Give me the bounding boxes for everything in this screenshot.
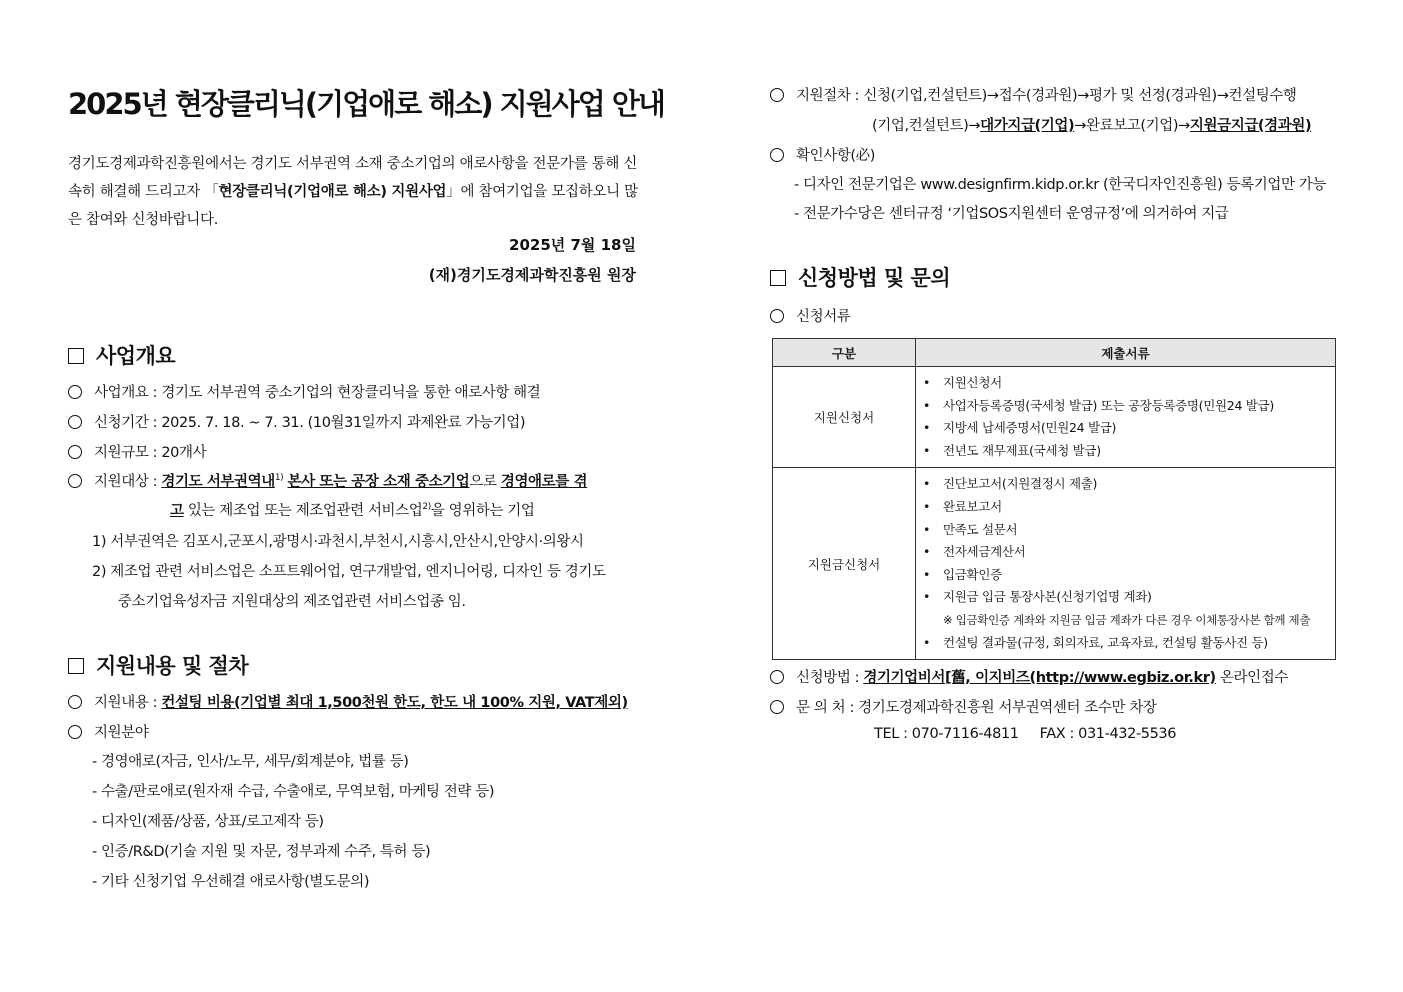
apply-contact: 문 의 처 : 경기도경제과학진흥원 서부권역센터 조수만 차장 <box>770 696 1157 717</box>
support-field: - 수출/판로애로(원자재 수급, 수출애로, 무역보험, 마케팅 전략 등) <box>92 784 495 800</box>
circle-bullet-icon <box>770 670 784 684</box>
apply-phone: TEL : 070-7116-4811 FAX : 031-432-5536 <box>874 726 1177 742</box>
support-field: - 인증/R&D(기술 지원 및 자문, 정부과제 수주, 특허 등) <box>92 844 431 860</box>
overview-item: 사업개요 : 경기도 서부권역 중소기업의 현장클리닉을 통한 애로사항 해결 <box>68 381 540 402</box>
circle-bullet-icon <box>770 88 784 102</box>
procedure-line-cont: (기업,컨설턴트)→대가지급(기업)→완료보고(기업)→지원금지급(경과원) <box>872 118 1312 134</box>
overview-item: 신청기간 : 2025. 7. 18. ~ 7. 31. (10월31일까지 과제완료 가능기업) <box>68 411 525 432</box>
table-row <box>773 367 1336 468</box>
circle-bullet-icon <box>68 445 82 459</box>
check-label: 확인사항(必) <box>770 144 875 165</box>
list-item: • 컨설팅 결과물(규정, 회의자료, 교육자료, 컨설팅 활동사진 등) <box>943 632 1334 655</box>
table-row <box>773 468 1336 660</box>
list-item: • 지방세 납세증명서(민원24 발급) <box>943 417 1334 440</box>
list-item: • 전년도 재무제표(국세청 발급) <box>943 440 1334 463</box>
announcement-signature: (재)경기도경제과학진흥원 원장 <box>428 266 636 284</box>
circle-bullet-icon <box>770 309 784 323</box>
procedure-line: 지원절차 : 신청(기업,컨설턴트)→접수(경과원)→평가 및 선정(경과원)→컨설팅수행 <box>770 84 1297 105</box>
table-cell-docs <box>916 367 1336 468</box>
table-cell-category: 지원신청서 <box>773 367 916 468</box>
support-field: - 기타 신청기업 우선해결 애로사항(별도문의) <box>92 874 370 890</box>
intro-text-end: 」에 참여기업을 모집하오니 많은 참여와 신청바랍니다. <box>68 184 638 228</box>
documents-table <box>772 338 1336 660</box>
circle-bullet-icon <box>68 415 82 429</box>
overview-note: 1) 서부권역은 김포시,군포시,광명시·과천시,부천시,시흥시,안산시,안양시·의왕시 <box>92 534 584 550</box>
table-cell-category: 지원금신청서 <box>773 468 916 660</box>
square-bullet-icon <box>770 270 786 286</box>
list-item: • 지원신청서 <box>943 372 1334 395</box>
list-item: • 만족도 설문서 <box>943 519 1334 542</box>
section-heading-overview: 사업개요 <box>68 340 175 370</box>
apply-method: 신청방법 : 경기기업비서[舊, 이지비즈(http://www.egbiz.or.kr) 온라인접수 <box>770 666 1288 687</box>
check-item: - 전문가수당은 센터규정 ‘기업SOS지원센터 운영규정’에 의거하여 지급 <box>794 206 1229 222</box>
overview-target: 지원대상 : 경기도 서부권역내$^{1)}$ 본사 또는 공장 소재 중소기업으로 경영애로를 겪 <box>68 470 587 491</box>
circle-bullet-icon <box>770 700 784 714</box>
support-field-label: 지원분야 <box>68 721 148 742</box>
list-item: • 완료보고서 <box>943 496 1334 519</box>
docs-label: 신청서류 <box>770 305 850 326</box>
list-item: • 사업자등록증명(국세청 발급) 또는 공장등록증명(민원24 발급) <box>943 395 1334 418</box>
intro-program-name: 현장클리닉(기업애로 해소) 지원사업 <box>218 184 447 200</box>
support-field: - 경영애로(자금, 인사/노무, 세무/회계분야, 법률 등) <box>92 754 409 770</box>
intro-paragraph <box>68 150 638 234</box>
list-item: • 지원금 입금 통장사본(신청기업명 계좌) <box>943 586 1334 609</box>
circle-bullet-icon <box>770 148 784 162</box>
table-header: 구분 <box>773 339 916 367</box>
table-header: 제출서류 <box>916 339 1336 367</box>
list-note: ※ 입금확인증 계좌와 지원금 입금 계좌가 다른 경우 이체통장사본 함께 제출 <box>943 612 1311 627</box>
overview-item: 지원규모 : 20개사 <box>68 441 206 462</box>
circle-bullet-icon <box>68 385 82 399</box>
square-bullet-icon <box>68 658 84 674</box>
intro-text: 경기도경제과학진흥원에서는 경기도 서부권역 소재 중소기업의 애로사항을 전문가를 통해 신속히 해결해 드리고자 「 <box>68 156 638 200</box>
circle-bullet-icon <box>68 474 82 488</box>
section-heading-apply: 신청방법 및 문의 <box>770 262 950 292</box>
overview-target-cont: 고 있는 제조업 또는 제조업관련 서비스업$^{2)}$을 영위하는 기업 <box>170 502 535 519</box>
circle-bullet-icon <box>68 725 82 739</box>
support-content: 지원내용 : 컨설팅 비용(기업별 최대 1,500천원 한도, 한도 내 100% 지원, VAT제외) <box>68 691 628 712</box>
overview-note: 2) 제조업 관련 서비스업은 소프트웨어업, 연구개발업, 엔지니어링, 디자인 등 경기도 <box>92 564 606 580</box>
support-field: - 디자인(제품/상품, 상표/로고제작 등) <box>92 814 324 830</box>
check-item: - 디자인 전문기업은 www.designfirm.kidp.or.kr (한국디자인진흥원) 등록기업만 가능 <box>794 177 1327 193</box>
list-item: • 입금확인증 <box>943 564 1334 587</box>
table-cell-docs <box>916 468 1336 660</box>
circle-bullet-icon <box>68 695 82 709</box>
overview-note: 중소기업육성자금 지원대상의 제조업관련 서비스업종 임. <box>118 594 466 610</box>
announcement-date: 2025년 7월 18일 <box>509 236 636 254</box>
square-bullet-icon <box>68 348 84 364</box>
list-item: • 전자세금계산서 <box>943 541 1334 564</box>
page-title: 2025년 현장클리닉(기업애로 해소) 지원사업 안내 <box>68 87 664 121</box>
list-item: • 진단보고서(지원결정시 제출) <box>943 473 1334 496</box>
section-heading-support: 지원내용 및 절차 <box>68 650 248 680</box>
